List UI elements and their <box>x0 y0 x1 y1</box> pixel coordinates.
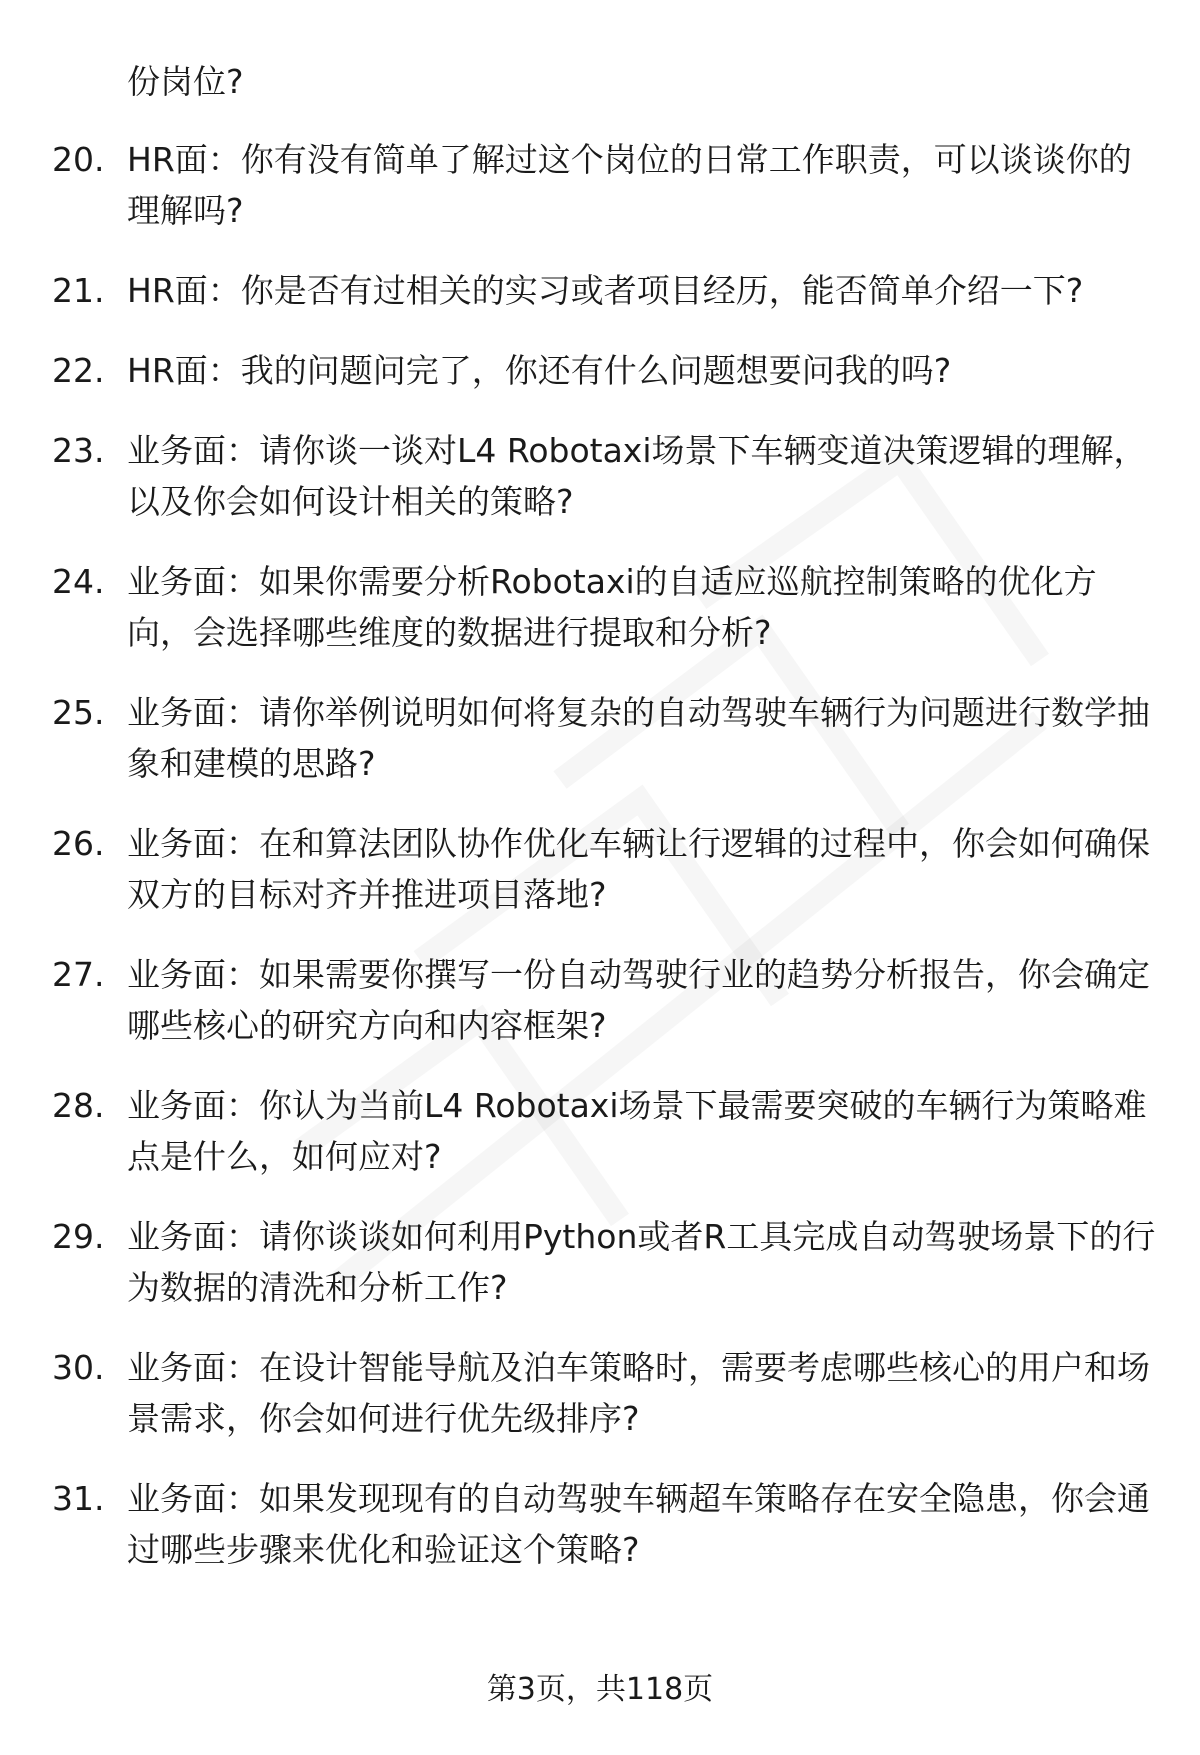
question-text: 业务面：你认为当前L4 Robotaxi场景下最需要突破的车辆行为策略难点是什么，如何应对? <box>127 1086 1147 1176</box>
question-item <box>0 425 1200 527</box>
question-text: 业务面：请你谈谈如何利用Python或者R工具完成自动驾驶场景下的行为数据的清洗和分析工作? <box>127 1217 1156 1307</box>
question-item <box>0 1211 1200 1313</box>
question-number: 20. <box>52 140 105 179</box>
question-number: 22. <box>52 351 105 390</box>
question-item <box>0 1473 1200 1575</box>
question-number: 31. <box>52 1479 105 1518</box>
question-item <box>0 1342 1200 1444</box>
question-text: HR面：我的问题问完了，你还有什么问题想要问我的吗? <box>127 351 952 390</box>
question-item <box>0 1080 1200 1182</box>
question-text: 业务面：如果需要你撰写一份自动驾驶行业的趋势分析报告，你会确定哪些核心的研究方向和内容框架? <box>127 955 1150 1045</box>
question-item <box>0 818 1200 920</box>
question-number: 30. <box>52 1348 105 1387</box>
question-text: HR面：你是否有过相关的实习或者项目经历，能否简单介绍一下? <box>127 271 1084 310</box>
question-item <box>0 345 1200 396</box>
question-item <box>0 134 1200 236</box>
question-text: HR面：你有没有简单了解过这个岗位的日常工作职责，可以谈谈你的理解吗? <box>127 140 1132 230</box>
question-item <box>0 556 1200 658</box>
question-number: 27. <box>52 955 105 994</box>
continued-question-text: 份岗位? <box>127 62 244 101</box>
question-number: 25. <box>52 693 105 732</box>
question-text: 业务面：请你谈一谈对L4 Robotaxi场景下车辆变道决策逻辑的理解，以及你会如何设计相关的策略? <box>127 431 1147 521</box>
question-number: 28. <box>52 1086 105 1125</box>
question-text: 业务面：如果发现现有的自动驾驶车辆超车策略存在安全隐患，你会通过哪些步骤来优化和验证这个策略? <box>127 1479 1150 1569</box>
question-list <box>0 134 1200 1604</box>
question-item <box>0 687 1200 789</box>
question-number: 23. <box>52 431 105 470</box>
question-number: 26. <box>52 824 105 863</box>
question-item <box>0 949 1200 1051</box>
question-text: 业务面：如果你需要分析Robotaxi的自适应巡航控制策略的优化方向，会选择哪些维度的数据进行提取和分析? <box>127 562 1097 652</box>
question-number: 21. <box>52 271 105 310</box>
question-text: 业务面：在和算法团队协作优化车辆让行逻辑的过程中，你会如何确保双方的目标对齐并推进项目落地? <box>127 824 1150 914</box>
question-number: 24. <box>52 562 105 601</box>
question-text: 业务面：请你举例说明如何将复杂的自动驾驶车辆行为问题进行数学抽象和建模的思路? <box>127 693 1150 783</box>
question-item <box>0 265 1200 316</box>
page-footer: 第3页，共118页 <box>486 1672 714 1707</box>
question-text: 业务面：在设计智能导航及泊车策略时，需要考虑哪些核心的用户和场景需求，你会如何进行优先级排序? <box>127 1348 1150 1438</box>
question-number: 29. <box>52 1217 105 1256</box>
